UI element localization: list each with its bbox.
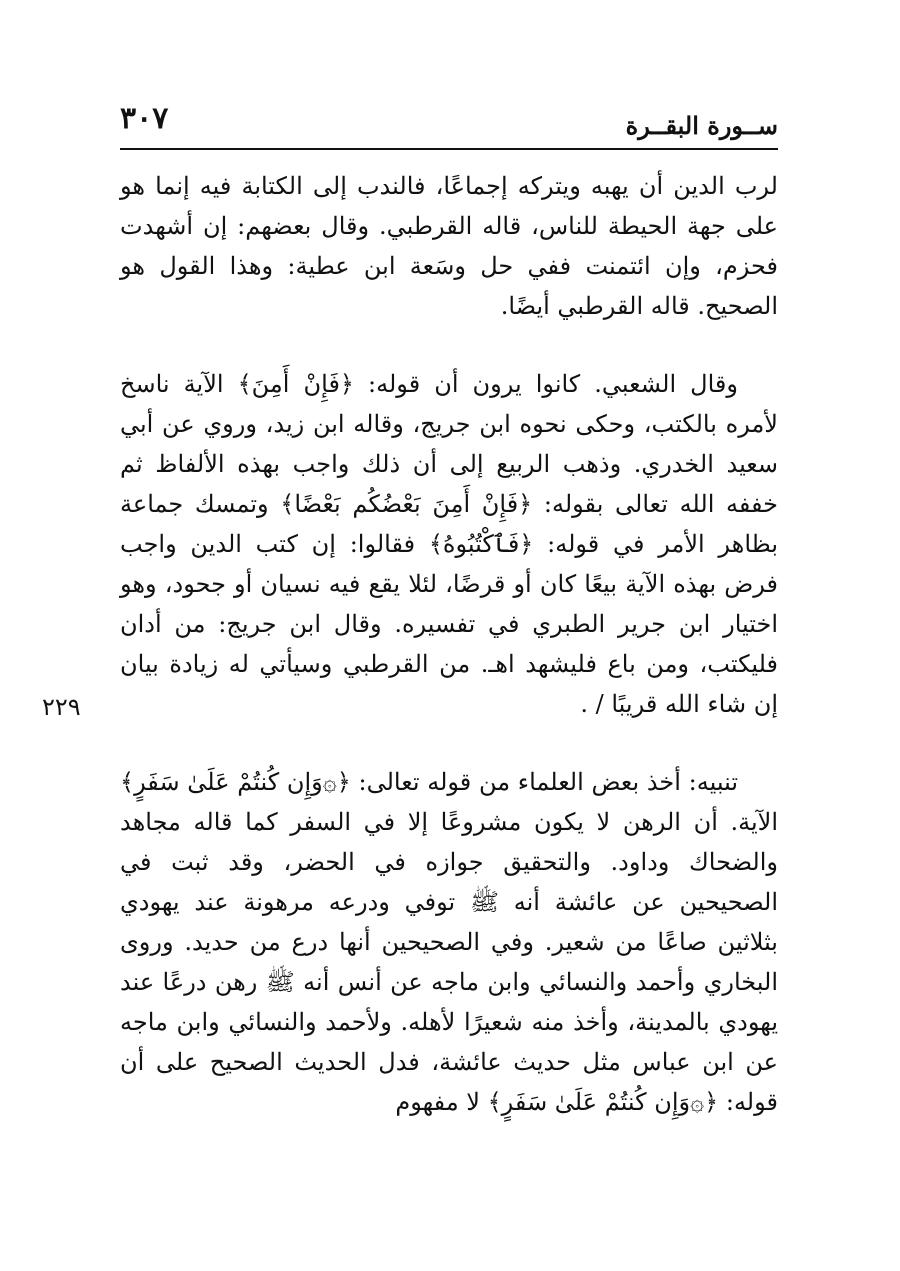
paragraph-3: تنبيه: أخذ بعض العلماء من قوله تعالى: ﴿۞وَإِن كُنتُمْ عَلَىٰ سَفَرٍ﴾ الآية. أن الرهن لا يكون مشروعًا إلا في السفر كما قاله مجاهد والضحاك وداود. والتحقيق جوازه في الحضر، وقد ثبت في الصحيحين عن عائشة أنه ﷺ توفي ودرعه مرهونة عند يهودي بثلاثين صاعًا من شعير. وفي الصحيحين أنها درع من حديد. وروى البخاري وأحمد والنسائي وابن ماجه عن أنس أنه ﷺ رهن درعًا عند يهودي بالمدينة، وأخذ منه شعيرًا لأهله. ولأحمد والنسائي وابن ماجه عن ابن عباس مثل حديث عائشة، فدل الحديث الصحيح على أن قوله: ﴿۞وَإِن كُنتُمْ عَلَىٰ سَفَرٍ﴾ لا مفهوم	[120, 768, 778, 1116]
page-header	[120, 102, 778, 150]
page-body	[120, 166, 778, 1122]
paragraph-1: لرب الدين أن يهبه ويتركه إجماعًا، فالندب إلى الكتابة فيه إنما هو على جهة الحيطة للناس، قاله القرطبي. وقال بعضهم: إن أشهدت فحزم، وإن ائتمنت ففي حل وسَعة ابن عطية: وهذا القول هو الصحيح. قاله القرطبي أيضًا.	[120, 172, 778, 320]
surah-title: ســورة البقــرة	[625, 111, 778, 140]
paragraph-gap	[120, 326, 778, 364]
margin-page-reference: ٢٢٩	[42, 693, 81, 721]
page-number: ٣٠٧	[120, 101, 169, 136]
paragraph-gap	[120, 724, 778, 762]
paragraph-2: وقال الشعبي. كانوا يرون أن قوله: ﴿فَإِنْ أَمِنَ﴾ الآية ناسخ لأمره بالكتب، وحكى نحوه ابن جريج، وقاله ابن زيد، وروي عن أبي سعيد الخدري. وذهب الربيع إلى أن ذلك واجب بهذه الألفاظ ثم خففه الله تعالى بقوله: ﴿فَإِنْ أَمِنَ بَعْضُكُم بَعْضًا﴾ وتمسك جماعة بظاهر الأمر في قوله: ﴿فَٱكْتُبُوهُ﴾ فقالوا: إن كتب الدين واجب فرض بهذه الآية بيعًا كان أو قرضًا، لئلا يقع فيه نسيان أو جحود، وهو اختيار ابن جرير الطبري في تفسيره. وقال ابن جريج: من أدان فليكتب، ومن باع فليشهد اهـ. من القرطبي وسيأتي له زيادة بيان إن شاء الله قريبًا / .	[120, 370, 779, 718]
